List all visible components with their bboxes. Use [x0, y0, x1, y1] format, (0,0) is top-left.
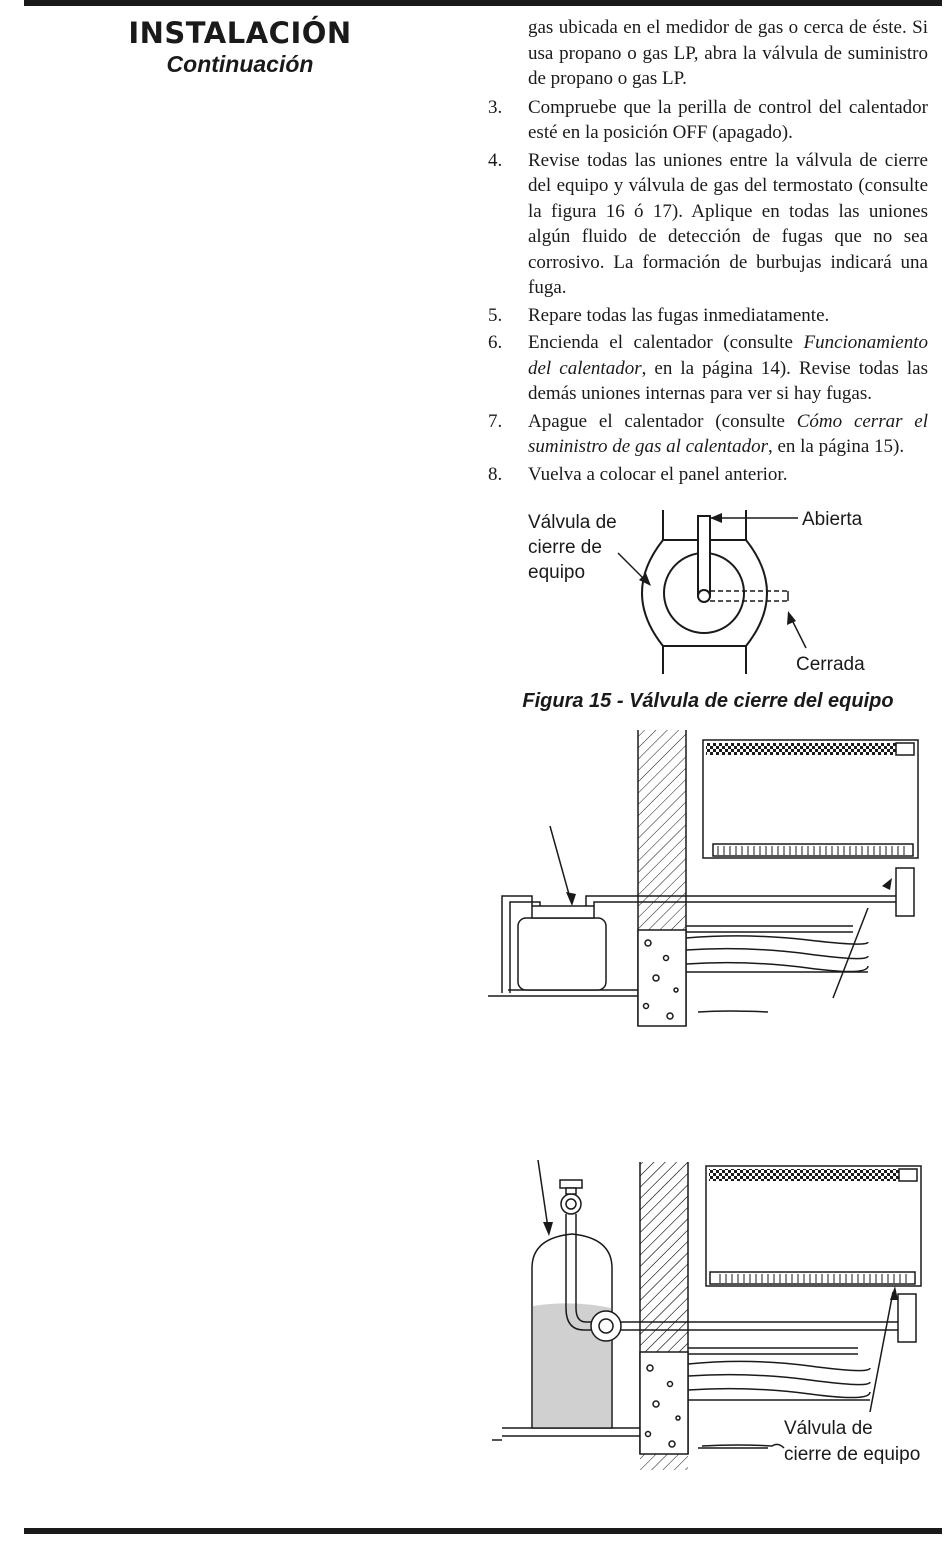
step-text-pre: Encienda el calentador (consulte [528, 332, 804, 353]
step-text-post: , en la página 14). Revise todas las demás uniones internas para ver si hay fugas. [528, 357, 929, 404]
section-title: INSTALACIÓN [128, 16, 352, 50]
step-7 [488, 409, 928, 460]
step-3 [488, 95, 928, 146]
figure17-label-line1: Válvula de [784, 1418, 873, 1439]
section-subtitle: Continuación [166, 51, 314, 77]
valve-label-line3: equipo [528, 562, 586, 583]
figure-17-propane-diagram [488, 1158, 943, 1470]
step-8 [488, 462, 928, 488]
step-text: Vuelva a colocar el panel anterior. [528, 463, 788, 485]
figure-16-natural-gas-diagram [488, 728, 938, 1028]
step-text-pre: Apague el calentador (consulte [528, 410, 797, 432]
open-label: Abierta [802, 509, 863, 530]
arrowhead-closed [787, 611, 796, 625]
step-5 [488, 303, 928, 329]
step-reference: Cómo cerrar el suministro de gas al calentador [528, 410, 928, 457]
step-number: 6. [488, 332, 503, 353]
step-6 [488, 330, 928, 407]
step-number: 3. [488, 96, 503, 118]
step-number: 4. [488, 149, 503, 171]
arrowhead-open [710, 513, 722, 523]
figure-15-valve-diagram [488, 498, 928, 688]
step-number: 5. [488, 304, 503, 326]
step-text: Revise todas las uniones entre la válvula de cierre del equipo y válvula de gas del termostato (consulte la figura 16 ó 17). Aplique en todas las uniones algún fluido de detección de fugas que no sea corrosivo. La formación de burbujas indicará una fuga. [528, 149, 928, 298]
step-4 [488, 148, 928, 301]
figure-15-caption: Figura 15 - Válvula de cierre del equipo [522, 690, 894, 712]
step-text: Compruebe que la perilla de control del calentador esté en la posición OFF (apagado). [528, 96, 928, 143]
step-continuation: gas ubicada en el medidor de gas o cerca de éste. Si usa propano o gas LP, abra la válvula de suministro de propano o gas LP. [528, 17, 928, 89]
step-text: Repare todas las fugas inmediatamente. [528, 304, 830, 326]
step-text-post: , en la página 15). [767, 436, 905, 457]
step-number: 8. [488, 463, 503, 485]
arrowhead-tank [543, 1222, 553, 1236]
arrowhead-valve-17 [890, 1286, 898, 1300]
bottom-rule [24, 1528, 942, 1534]
arrowhead-valve-16 [882, 878, 892, 890]
closed-label: Cerrada [796, 654, 865, 675]
arrowhead-meter [566, 892, 576, 906]
valve-label-line1: Válvula de [528, 512, 617, 533]
figure17-label-line2: cierre de equipo [784, 1444, 921, 1465]
step-number: 7. [488, 410, 503, 432]
valve-label-line2: cierre de [528, 537, 602, 558]
section-heading [0, 16, 480, 78]
step-reference: Funcionamiento del calentador [528, 332, 928, 379]
top-rule [24, 0, 942, 6]
instructions-column [488, 15, 928, 489]
